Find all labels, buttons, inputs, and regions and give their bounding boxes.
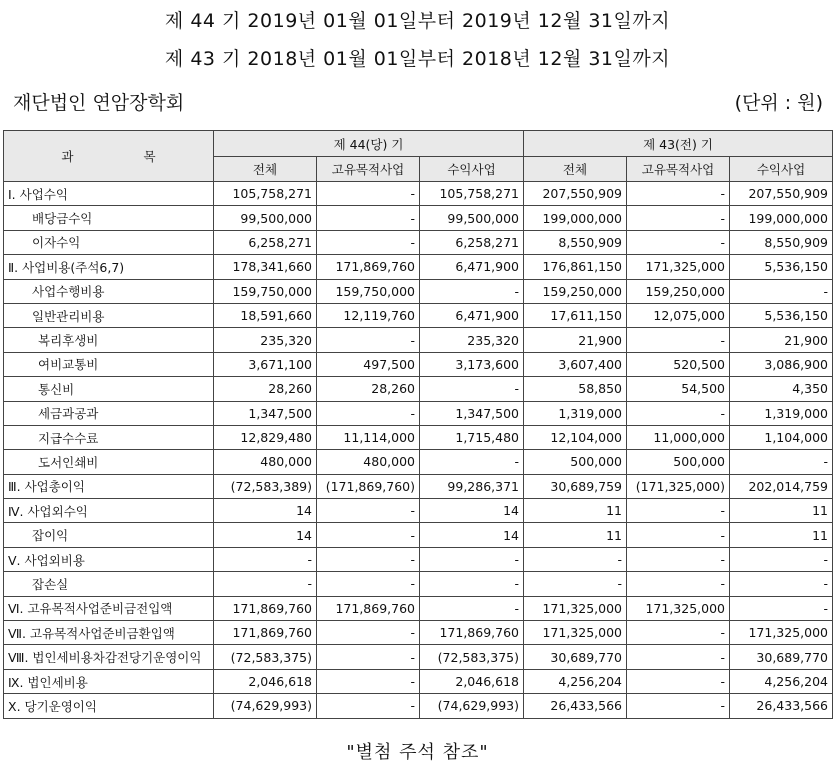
amount-cell: -: [627, 523, 730, 547]
amount-cell: 497,500: [317, 352, 420, 376]
col-header-revenue-prior: 수익사업: [730, 157, 833, 182]
period-prior: 제 43 기 2018년 01월 01일부터 2018년 12월 31일까지: [164, 48, 671, 70]
table-row: [4, 474, 833, 498]
amount-cell: 480,000: [317, 450, 420, 474]
amount-cell: 14: [214, 523, 317, 547]
amount-cell: (72,583,389): [214, 474, 317, 498]
table-row: [4, 621, 833, 645]
amount-cell: 21,900: [524, 328, 627, 352]
table-row: [4, 596, 833, 620]
amount-cell: 1,319,000: [524, 401, 627, 425]
amount-cell: (171,869,760): [317, 474, 420, 498]
account-name: 배당금수익: [4, 206, 214, 230]
amount-cell: 30,689,770: [524, 645, 627, 669]
amount-cell: -: [627, 547, 730, 571]
amount-cell: -: [420, 547, 524, 571]
footnote: "별첨 주석 참조": [346, 742, 489, 763]
amount-cell: -: [317, 669, 420, 693]
col-header-total-current: 전체: [214, 157, 317, 182]
amount-cell: 171,325,000: [524, 621, 627, 645]
amount-cell: 30,689,759: [524, 474, 627, 498]
account-name: Ⅵ. 고유목적사업준비금전입액: [4, 596, 214, 620]
table-row: [4, 230, 833, 254]
table-row: [4, 547, 833, 571]
period-current: 제 44 기 2019년 01월 01일부터 2019년 12월 31일까지: [164, 10, 671, 32]
amount-cell: 3,086,900: [730, 352, 833, 376]
account-name: 지급수수료: [4, 425, 214, 449]
amount-cell: 99,500,000: [420, 206, 524, 230]
amount-cell: 5,536,150: [730, 303, 833, 327]
amount-cell: 159,750,000: [214, 279, 317, 303]
amount-cell: -: [420, 377, 524, 401]
current-period-header: 제 44(당) 기: [214, 131, 524, 157]
table-row: [4, 352, 833, 376]
table-row: [4, 401, 833, 425]
amount-cell: -: [627, 645, 730, 669]
amount-cell: 12,104,000: [524, 425, 627, 449]
amount-cell: 11: [730, 499, 833, 523]
amount-cell: 178,341,660: [214, 255, 317, 279]
amount-cell: -: [317, 401, 420, 425]
amount-cell: 11: [524, 499, 627, 523]
amount-cell: 8,550,909: [730, 230, 833, 254]
amount-cell: 500,000: [524, 450, 627, 474]
table-row: [4, 377, 833, 401]
amount-cell: 12,119,760: [317, 303, 420, 327]
amount-cell: 3,173,600: [420, 352, 524, 376]
col-header-purpose-prior: 고유목적사업: [627, 157, 730, 182]
amount-cell: 1,715,480: [420, 425, 524, 449]
amount-cell: 17,611,150: [524, 303, 627, 327]
subject-header: [4, 131, 214, 182]
amount-cell: 8,550,909: [524, 230, 627, 254]
amount-cell: -: [524, 572, 627, 596]
amount-cell: 105,758,271: [420, 182, 524, 206]
account-name: Ⅰ. 사업수익: [4, 182, 214, 206]
amount-cell: -: [317, 523, 420, 547]
table-row: [4, 499, 833, 523]
amount-cell: -: [627, 499, 730, 523]
amount-cell: 235,320: [214, 328, 317, 352]
amount-cell: 28,260: [317, 377, 420, 401]
amount-cell: 26,433,566: [730, 694, 833, 718]
table-row: [4, 645, 833, 669]
amount-cell: -: [420, 450, 524, 474]
amount-cell: -: [627, 401, 730, 425]
unit-label: (단위 : 원): [734, 92, 823, 114]
account-name: Ⅷ. 법인세비용차감전당기운영이익: [4, 645, 214, 669]
amount-cell: 171,325,000: [627, 255, 730, 279]
amount-cell: 235,320: [420, 328, 524, 352]
amount-cell: 159,250,000: [524, 279, 627, 303]
amount-cell: 480,000: [214, 450, 317, 474]
amount-cell: 5,536,150: [730, 255, 833, 279]
account-name: 일반관리비용: [4, 303, 214, 327]
col-header-total-prior: 전체: [524, 157, 627, 182]
account-name: 통신비: [4, 377, 214, 401]
table-row: [4, 182, 833, 206]
prior-period-header: 제 43(전) 기: [524, 131, 833, 157]
amount-cell: 171,869,760: [317, 596, 420, 620]
amount-cell: 199,000,000: [524, 206, 627, 230]
account-name: Ⅸ. 법인세비용: [4, 669, 214, 693]
amount-cell: -: [627, 328, 730, 352]
amount-cell: 14: [214, 499, 317, 523]
amount-cell: -: [730, 450, 833, 474]
amount-cell: 171,325,000: [627, 596, 730, 620]
amount-cell: 500,000: [627, 450, 730, 474]
amount-cell: -: [627, 182, 730, 206]
subject-header-part1: 과: [61, 149, 74, 164]
amount-cell: -: [627, 621, 730, 645]
amount-cell: -: [730, 279, 833, 303]
amount-cell: 199,000,000: [730, 206, 833, 230]
amount-cell: 171,325,000: [524, 596, 627, 620]
amount-cell: -: [317, 645, 420, 669]
amount-cell: (74,629,993): [214, 694, 317, 718]
amount-cell: (72,583,375): [214, 645, 317, 669]
table-row: [4, 669, 833, 693]
table-row: [4, 206, 833, 230]
table-row: [4, 572, 833, 596]
amount-cell: 171,325,000: [730, 621, 833, 645]
amount-cell: -: [317, 547, 420, 571]
amount-cell: 171,869,760: [214, 621, 317, 645]
amount-cell: 4,256,204: [524, 669, 627, 693]
financial-statement-table: [3, 130, 833, 719]
amount-cell: -: [317, 328, 420, 352]
amount-cell: 18,591,660: [214, 303, 317, 327]
account-name: 여비교통비: [4, 352, 214, 376]
amount-cell: 4,256,204: [730, 669, 833, 693]
account-name: 사업수행비용: [4, 279, 214, 303]
amount-cell: (72,583,375): [420, 645, 524, 669]
account-name: 잡손실: [4, 572, 214, 596]
amount-cell: 54,500: [627, 377, 730, 401]
account-name: Ⅹ. 당기운영이익: [4, 694, 214, 718]
amount-cell: 1,347,500: [420, 401, 524, 425]
account-name: 잡이익: [4, 523, 214, 547]
amount-cell: 4,350: [730, 377, 833, 401]
account-name: 세금과공과: [4, 401, 214, 425]
account-name: Ⅶ. 고유목적사업준비금환입액: [4, 621, 214, 645]
amount-cell: 207,550,909: [730, 182, 833, 206]
amount-cell: 11,000,000: [627, 425, 730, 449]
amount-cell: 99,286,371: [420, 474, 524, 498]
account-name: 도서인쇄비: [4, 450, 214, 474]
amount-cell: -: [420, 279, 524, 303]
amount-cell: 6,258,271: [214, 230, 317, 254]
amount-cell: -: [214, 547, 317, 571]
amount-cell: -: [730, 547, 833, 571]
account-name: Ⅳ. 사업외수익: [4, 499, 214, 523]
amount-cell: 159,250,000: [627, 279, 730, 303]
amount-cell: 12,075,000: [627, 303, 730, 327]
amount-cell: 12,829,480: [214, 425, 317, 449]
amount-cell: 1,319,000: [730, 401, 833, 425]
amount-cell: -: [317, 230, 420, 254]
amount-cell: -: [627, 669, 730, 693]
amount-cell: 99,500,000: [214, 206, 317, 230]
table-row: [4, 523, 833, 547]
account-name: Ⅲ. 사업총이익: [4, 474, 214, 498]
table-row: [4, 425, 833, 449]
account-name: Ⅴ. 사업외비용: [4, 547, 214, 571]
amount-cell: 2,046,618: [420, 669, 524, 693]
amount-cell: -: [317, 206, 420, 230]
amount-cell: 14: [420, 523, 524, 547]
amount-cell: (74,629,993): [420, 694, 524, 718]
amount-cell: 58,850: [524, 377, 627, 401]
table-body: [4, 182, 833, 719]
amount-cell: -: [627, 206, 730, 230]
amount-cell: 26,433,566: [524, 694, 627, 718]
amount-cell: 207,550,909: [524, 182, 627, 206]
amount-cell: -: [627, 694, 730, 718]
amount-cell: 171,869,760: [214, 596, 317, 620]
table-row: [4, 255, 833, 279]
amount-cell: 1,104,000: [730, 425, 833, 449]
amount-cell: -: [627, 230, 730, 254]
amount-cell: 1,347,500: [214, 401, 317, 425]
amount-cell: -: [317, 694, 420, 718]
account-name: Ⅱ. 사업비용(주석6,7): [4, 255, 214, 279]
amount-cell: 28,260: [214, 377, 317, 401]
amount-cell: 6,471,900: [420, 255, 524, 279]
amount-cell: -: [214, 572, 317, 596]
amount-cell: -: [627, 572, 730, 596]
amount-cell: 2,046,618: [214, 669, 317, 693]
amount-cell: -: [524, 547, 627, 571]
table-row: [4, 279, 833, 303]
amount-cell: 14: [420, 499, 524, 523]
amount-cell: 21,900: [730, 328, 833, 352]
amount-cell: 30,689,770: [730, 645, 833, 669]
amount-cell: -: [317, 499, 420, 523]
amount-cell: -: [420, 596, 524, 620]
table-row: [4, 303, 833, 327]
amount-cell: 11: [730, 523, 833, 547]
amount-cell: (171,325,000): [627, 474, 730, 498]
amount-cell: 171,869,760: [317, 255, 420, 279]
amount-cell: 105,758,271: [214, 182, 317, 206]
col-header-revenue-current: 수익사업: [420, 157, 524, 182]
col-header-purpose-current: 고유목적사업: [317, 157, 420, 182]
amount-cell: 520,500: [627, 352, 730, 376]
amount-cell: 202,014,759: [730, 474, 833, 498]
amount-cell: -: [420, 572, 524, 596]
organization-name: 재단법인 연암장학회: [13, 92, 185, 114]
amount-cell: -: [317, 621, 420, 645]
amount-cell: 3,607,400: [524, 352, 627, 376]
amount-cell: 6,258,271: [420, 230, 524, 254]
amount-cell: 171,869,760: [420, 621, 524, 645]
amount-cell: -: [730, 596, 833, 620]
subject-header-part2: 목: [143, 149, 156, 164]
amount-cell: 3,671,100: [214, 352, 317, 376]
table-row: [4, 450, 833, 474]
amount-cell: -: [317, 572, 420, 596]
amount-cell: 11: [524, 523, 627, 547]
amount-cell: 159,750,000: [317, 279, 420, 303]
amount-cell: 6,471,900: [420, 303, 524, 327]
amount-cell: -: [730, 572, 833, 596]
account-name: 복리후생비: [4, 328, 214, 352]
table-row: [4, 328, 833, 352]
amount-cell: 176,861,150: [524, 255, 627, 279]
account-name: 이자수익: [4, 230, 214, 254]
table-row: [4, 694, 833, 718]
amount-cell: -: [317, 182, 420, 206]
amount-cell: 11,114,000: [317, 425, 420, 449]
